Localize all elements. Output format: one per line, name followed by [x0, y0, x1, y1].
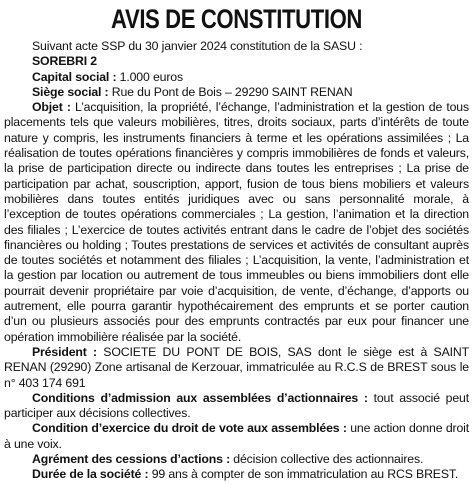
condition-vote-paragraph [4, 421, 469, 452]
president-value: SOCIETE DU PONT DE BOIS, SAS dont le siège est à SAINT RENAN (29290) Zone artisanal de Kerzouar, immatriculée au R.C.S de BREST sous le n° 403 174 691 [4, 344, 469, 390]
condition-vote-value: une action donne droit à une voix. [4, 421, 469, 451]
capital-label: Capital social : [32, 69, 117, 84]
duree-label: Durée de la société : [32, 467, 149, 482]
agrement-value: décision collective des actionnaires. [230, 452, 424, 467]
siege-value: Rue du Pont de Bois – 29290 SAINT RENAN [108, 84, 353, 99]
president-label: Président : [32, 344, 97, 359]
agrement-paragraph [4, 452, 469, 467]
notice-title: AVIS DE CONSTITUTION [111, 4, 362, 34]
intro-text: Suivant acte SSP du 30 janvier 2024 constitution de la SASU : [32, 39, 363, 53]
condition-vote-label: Condition d’exercice du droit de vote aux assemblées : [32, 421, 347, 436]
president-paragraph [4, 345, 469, 391]
objet-paragraph [4, 100, 469, 345]
duree-value: 99 ans à compter de son immatriculation au RCS BREST. [148, 467, 459, 482]
objet-label: Objet : [32, 100, 71, 115]
company-name: SOREBRI 2 [32, 54, 97, 69]
agrement-label: Agrément des cessions d’actions : [32, 452, 231, 467]
capital-value: 1.000 euros [116, 69, 183, 84]
siege-label: Siège social : [32, 84, 109, 99]
conditions-admission-paragraph [4, 391, 469, 422]
notice-body [4, 39, 469, 483]
capital-paragraph [4, 70, 469, 85]
duree-paragraph [4, 467, 469, 482]
siege-paragraph [4, 85, 469, 100]
objet-value: L’acquisition, la propriété, l’échange, l’administration et la gestion de tous placements tels que valeurs mobilières, titres, droits sociaux, parts d’intérêts de toute nature y compris, les instruments financiers à terme et les opérations assimilées ; La réalisation de toutes opérations financières y compris immobilières de fonds et valeurs, la prise de participation directe ou indirecte dans toutes les entreprises ; La prise de participation par achat, souscription, apport, fusion de tous biens mobiliers et valeurs mobilières dans toutes entités juridiques avec ou sans personnalité morale, à l’exception de toutes opérations commerciales ; La gestion, l’animation et la direction des filiales ; L’exercice de toutes activités entrant dans le cadre de l’objet des sociétés financières ou holding ; Toutes prestations de services et activités de consultant auprès de toutes sociétés et notamment des filiales ; L’acquisition, la vente, l’administration et la gestion par location ou autrement de tous immeubles ou biens immobiliers dont elle pourrait devenir propriétaire par voie d’acquisition, de vente, d’échange, d’apports ou autrement, elle pourra garantir hypothécairement des emprunts et se porter caution d’un ou plusieurs associés pour des emprunts contractés par eux pour financer une opération immobilière réalisée par la société. [4, 100, 469, 344]
conditions-admission-label: Conditions d’admission aux assemblées d’actionnaires : [32, 390, 368, 405]
conditions-admission-value: tout associé peut participer aux décisions collectives. [4, 390, 469, 421]
